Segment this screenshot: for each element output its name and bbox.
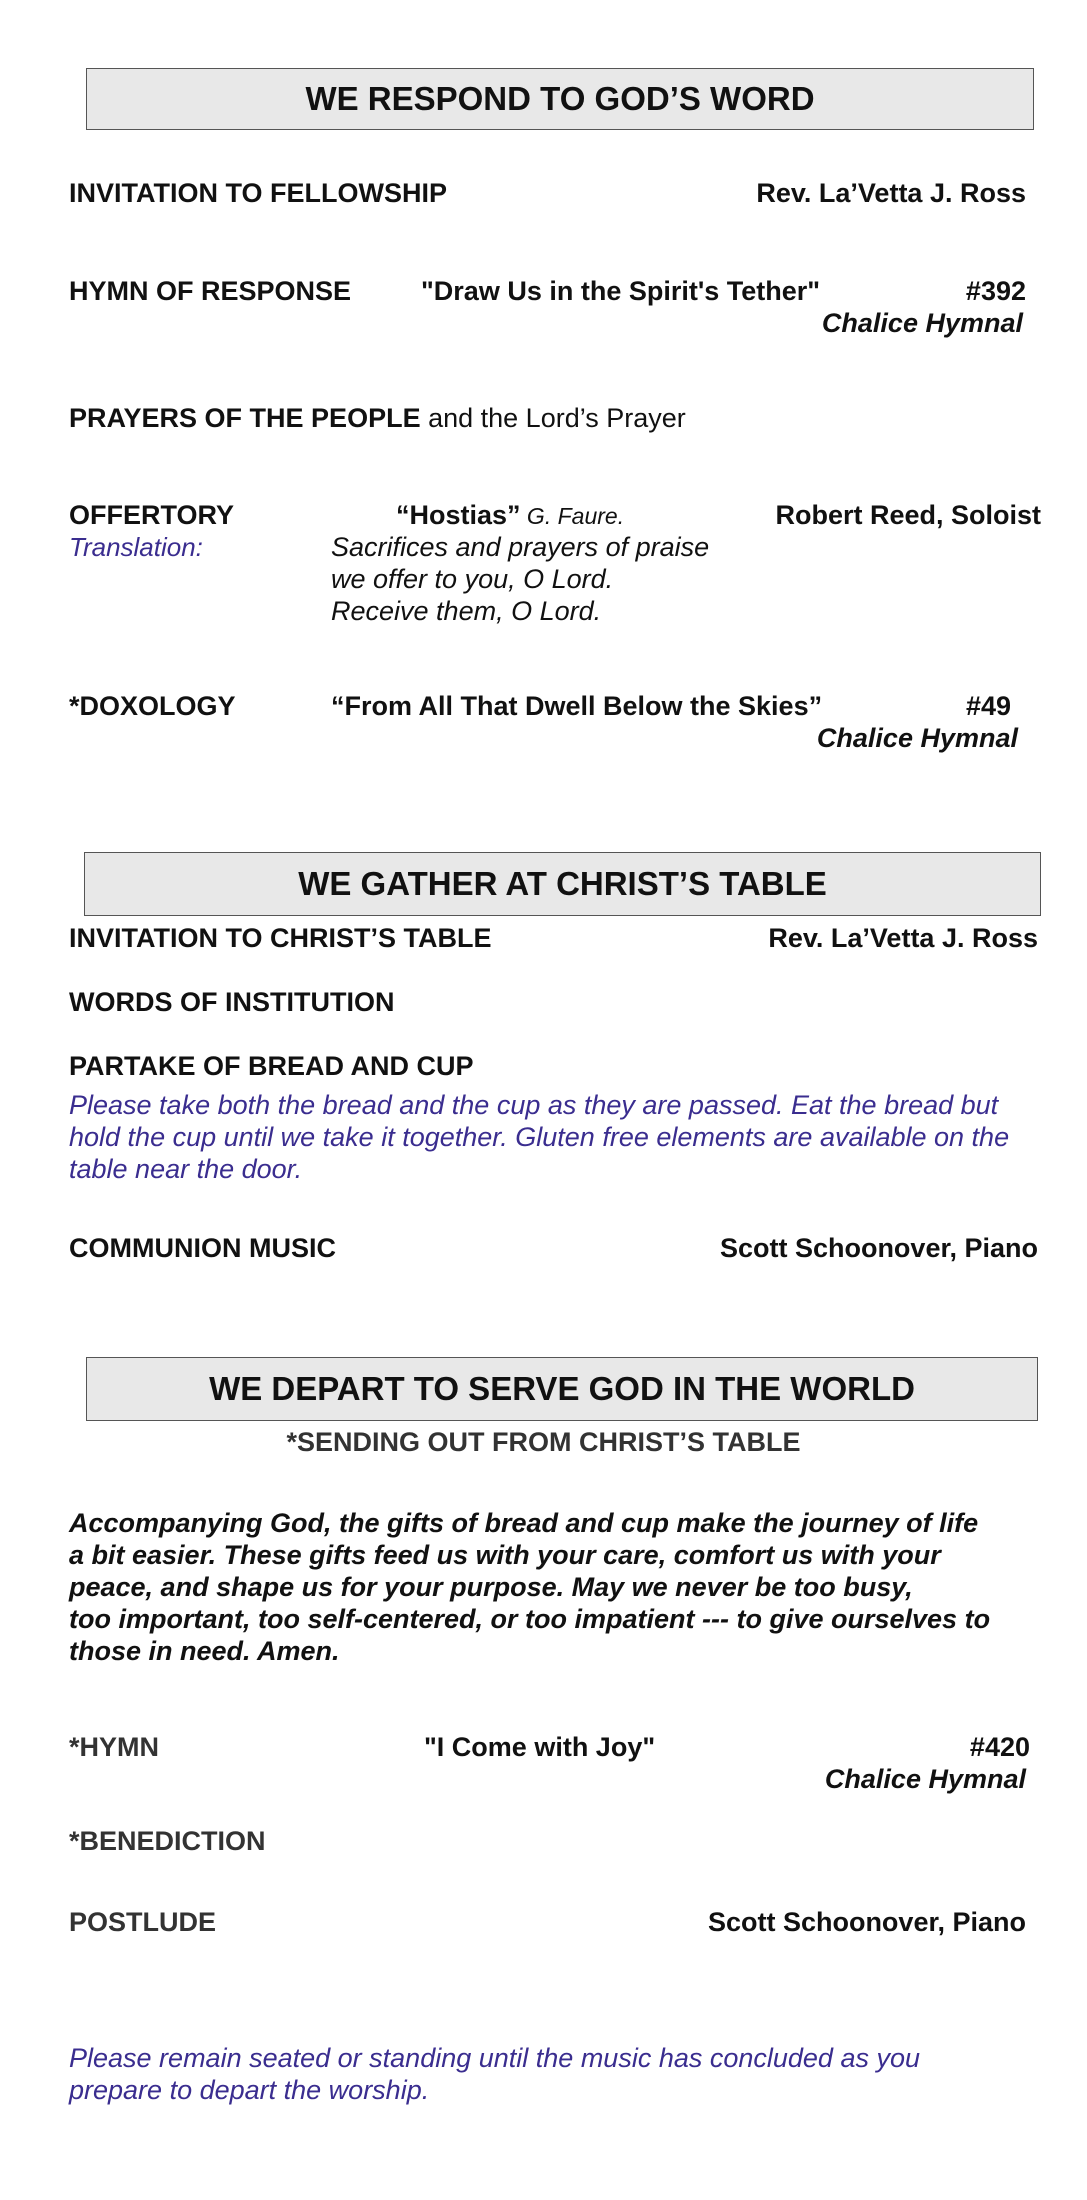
- hymn-of-response-label: HYMN OF RESPONSE: [69, 276, 352, 306]
- sending-prayer-line-4: too important, too self-centered, or too impatient --- to give ourselves to: [69, 1604, 991, 1634]
- sending-out-label: *SENDING OUT FROM CHRIST’S TABLE: [286, 1427, 801, 1457]
- sending-prayer-line-5: those in need. Amen.: [69, 1636, 340, 1666]
- offertory-title: “Hostias”: [396, 500, 521, 530]
- translation-line-2: we offer to you, O Lord.: [331, 564, 614, 594]
- sending-prayer-line-1: Accompanying God, the gifts of bread and cup make the journey of life: [69, 1508, 979, 1538]
- prayers-of-the-people: [69, 403, 686, 434]
- partake-label: PARTAKE OF BREAD AND CUP: [69, 1051, 474, 1081]
- doxology-number: #49: [965, 691, 1011, 721]
- partake-note: Please take both the bread and the cup as they are passed. Eat the bread but hold the cup until we take it together. Gluten free elements are available on the table near the door.: [69, 1090, 1010, 1184]
- translation-label: Translation:: [69, 532, 203, 562]
- communion-music-performer: Scott Schoonover, Piano: [719, 1233, 1038, 1263]
- doxology-label: *DOXOLOGY: [69, 691, 236, 721]
- offertory-composer: G. Faure.: [520, 503, 625, 529]
- hymn-of-response-book: Chalice Hymnal: [821, 308, 1023, 338]
- offertory-performer: Robert Reed, Soloist: [775, 500, 1041, 530]
- postlude-label: POSTLUDE: [69, 1907, 217, 1937]
- translation-line-1: Sacrifices and prayers of praise: [331, 532, 710, 562]
- invitation-fellowship-label: INVITATION TO FELLOWSHIP: [69, 178, 447, 208]
- hymn-of-response-number: #392: [965, 276, 1026, 306]
- doxology-title: “From All That Dwell Below the Skies”: [331, 691, 823, 721]
- closing-note: Please remain seated or standing until the music has concluded as you prepare to depart the worship.: [69, 2043, 921, 2105]
- sending-prayer-line-2: a bit easier. These gifts feed us with your care, comfort us with your: [69, 1540, 941, 1570]
- prayers-label: PRAYERS OF THE PEOPLE: [69, 403, 421, 433]
- section-header-depart-text: WE DEPART TO SERVE GOD IN THE WORLD: [209, 1370, 915, 1407]
- offertory-piece: [396, 500, 624, 531]
- closing-hymn-number: #420: [969, 1732, 1030, 1762]
- section-header-respond-text: WE RESPOND TO GOD’S WORD: [305, 80, 815, 117]
- prayers-suffix: and the Lord’s Prayer: [420, 403, 686, 433]
- sending-prayer-line-3: peace, and shape us for your purpose. May we never be too busy,: [69, 1572, 913, 1602]
- benediction-label: *BENEDICTION: [69, 1826, 266, 1856]
- offertory-label: OFFERTORY: [69, 500, 235, 530]
- words-of-institution-label: WORDS OF INSTITUTION: [69, 987, 395, 1017]
- invitation-table-label: INVITATION TO CHRIST’S TABLE: [69, 923, 492, 953]
- translation-line-3: Receive them, O Lord.: [331, 596, 602, 626]
- closing-hymn-label: *HYMN: [69, 1732, 160, 1762]
- closing-hymn-title: "I Come with Joy": [424, 1732, 656, 1762]
- section-header-gather: [84, 852, 1041, 916]
- doxology-book: Chalice Hymnal: [816, 723, 1018, 753]
- section-header-gather-text: WE GATHER AT CHRIST’S TABLE: [298, 865, 827, 902]
- section-header-depart: [86, 1357, 1038, 1421]
- hymn-of-response-title: "Draw Us in the Spirit's Tether": [421, 276, 821, 306]
- invitation-table-leader: Rev. La’Vetta J. Ross: [768, 923, 1038, 953]
- invitation-fellowship-leader: Rev. La’Vetta J. Ross: [756, 178, 1026, 208]
- communion-music-label: COMMUNION MUSIC: [69, 1233, 336, 1263]
- section-header-respond: [86, 68, 1034, 130]
- closing-hymn-book: Chalice Hymnal: [824, 1764, 1026, 1794]
- postlude-performer: Scott Schoonover, Piano: [707, 1907, 1026, 1937]
